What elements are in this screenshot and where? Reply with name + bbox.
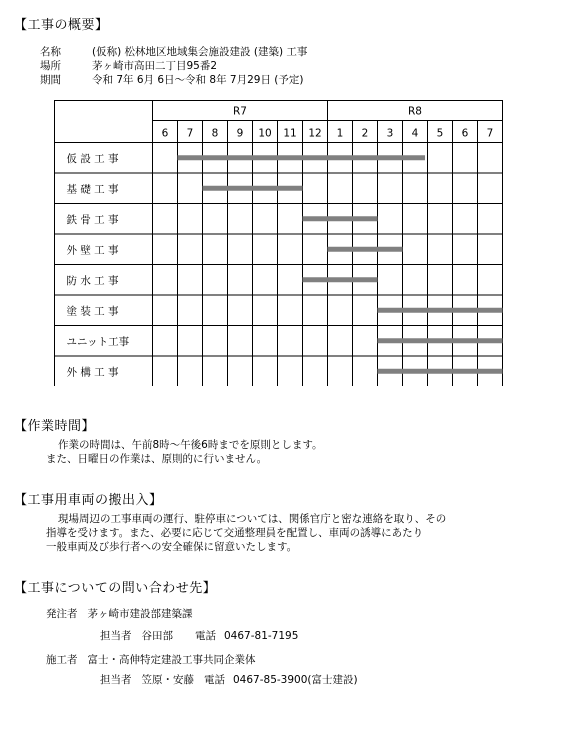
builder-tel: 0467-85-3900(富士建設) bbox=[233, 674, 358, 686]
builder-person-label: 担当者 bbox=[100, 674, 132, 686]
orderer-name: 茅ヶ崎市建設部建築課 bbox=[87, 608, 193, 620]
task-label: 外 構 工 事 bbox=[66, 366, 119, 379]
task-bar bbox=[378, 338, 503, 343]
overview-heading: 【工事の概要】 bbox=[14, 18, 109, 33]
task-label: 塗 装 工 事 bbox=[66, 305, 119, 318]
task-label: 鉄 骨 工 事 bbox=[66, 213, 119, 226]
month-label: 7 bbox=[186, 127, 194, 140]
orderer-person-row bbox=[100, 628, 298, 643]
task-label: 防 水 工 事 bbox=[66, 274, 119, 287]
name-value: (仮称) 松林地区地域集会施設建設 (建築) 工事 bbox=[92, 46, 308, 58]
task-label: 仮 設 工 事 bbox=[66, 152, 119, 165]
year-label: R8 bbox=[408, 105, 422, 118]
task-bar bbox=[303, 216, 378, 221]
orderer-tel: 0467-81-7195 bbox=[224, 630, 299, 642]
name-label: 名称 bbox=[40, 46, 61, 58]
task-label: 外 壁 工 事 bbox=[66, 244, 119, 257]
hours-line-2: また、日曜日の作業は、原則的に行いません。 bbox=[46, 453, 268, 465]
overview-period-row bbox=[40, 72, 303, 87]
month-label: 6 bbox=[461, 127, 469, 140]
task-bar bbox=[328, 247, 403, 252]
month-label: 12 bbox=[308, 127, 322, 140]
task-bar bbox=[378, 308, 503, 313]
month-label: 10 bbox=[258, 127, 272, 140]
orderer-label: 発注者 bbox=[46, 608, 78, 620]
builder-person-row bbox=[100, 672, 358, 687]
builder-name: 富士・高伸特定建設工事共同企業体 bbox=[87, 654, 256, 666]
period-label: 期間 bbox=[40, 74, 61, 86]
hours-line-1: 作業の時間は、午前8時～午後6時までを原則とします。 bbox=[58, 439, 323, 451]
task-label: ユニット工事 bbox=[66, 335, 130, 348]
contact-heading: 【工事についての問い合わせ先】 bbox=[14, 581, 217, 596]
month-label: 8 bbox=[211, 127, 219, 140]
month-label: 11 bbox=[283, 127, 297, 140]
task-bar bbox=[178, 155, 426, 160]
task-label: 基 礎 工 事 bbox=[66, 183, 119, 196]
overview-name-row bbox=[40, 44, 307, 59]
overview-place-row bbox=[40, 58, 217, 73]
builder-person: 笠原・安藤 bbox=[141, 674, 194, 686]
month-label: 1 bbox=[336, 127, 344, 140]
orderer-tel-label: 電話 bbox=[195, 630, 216, 642]
builder-tel-label: 電話 bbox=[204, 674, 225, 686]
month-label: 5 bbox=[436, 127, 444, 140]
orderer-row bbox=[46, 606, 193, 621]
month-label: 6 bbox=[161, 127, 169, 140]
month-label: 7 bbox=[486, 127, 494, 140]
month-label: 2 bbox=[361, 127, 369, 140]
orderer-person-label: 担当者 bbox=[100, 630, 132, 642]
builder-row bbox=[46, 652, 256, 667]
year-label: R7 bbox=[233, 105, 247, 118]
task-bar bbox=[203, 186, 303, 191]
place-value: 茅ヶ崎市高田二丁目95番2 bbox=[92, 60, 218, 72]
vehicles-heading: 【工事用車両の搬出入】 bbox=[14, 493, 163, 508]
place-label: 場所 bbox=[40, 60, 61, 72]
builder-label: 施工者 bbox=[46, 654, 78, 666]
period-value: 令和 7年 6月 6日～令和 8年 7月29日 (予定) bbox=[92, 74, 304, 86]
schedule-gantt-table bbox=[54, 100, 504, 386]
orderer-person: 谷田部 bbox=[141, 630, 173, 642]
month-label: 4 bbox=[411, 127, 419, 140]
hours-heading: 【作業時間】 bbox=[14, 419, 96, 434]
month-label: 3 bbox=[386, 127, 394, 140]
task-bar bbox=[303, 277, 378, 282]
vehicles-line-1: 現場周辺の工事車両の運行、駐停車については、関係官庁と密な連絡を取り、その bbox=[58, 513, 447, 525]
task-bar bbox=[378, 369, 503, 374]
month-label: 9 bbox=[236, 127, 244, 140]
vehicles-line-3: 一般車両及び歩行者への安全確保に留意いたします。 bbox=[46, 541, 298, 553]
vehicles-line-2: 指導を受けます。また、必要に応じて交通整理員を配置し、車両の誘導にあたり bbox=[46, 527, 424, 539]
